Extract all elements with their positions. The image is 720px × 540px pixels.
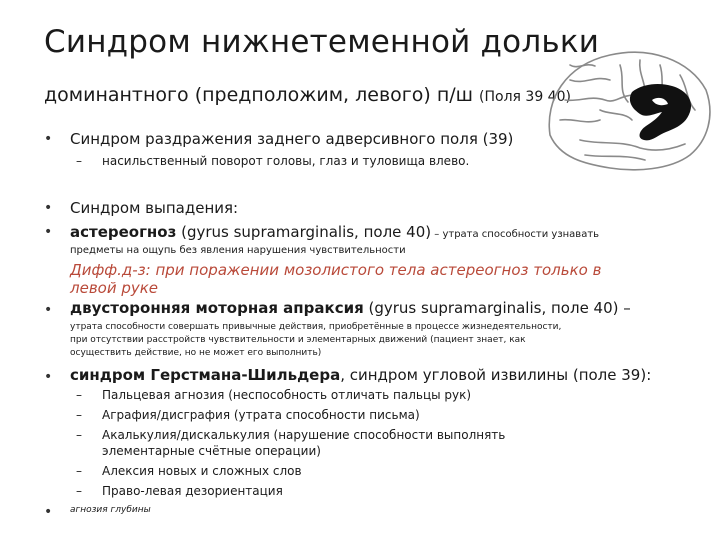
apraxia-detail-1: утрата способности совершать привычные действия, приобретённые в процессе жизнедеятельности,: [70, 322, 562, 332]
gerstmann-item: – Алексия новых и сложных слов: [76, 464, 302, 478]
subtitle-main: доминантного (предположим, левого) п/ш: [44, 84, 474, 106]
gerstmann-item: – Акалькулия/дискалькулия (нарушение способности выполнять: [76, 428, 506, 442]
bullet-marker: •: [44, 131, 53, 147]
apraxia-detail-2: при отсутствии расстройств чувствительности и элементарных движений (пациент знает, как: [70, 335, 526, 345]
bullet-marker: •: [44, 504, 53, 520]
depth-agnosia: агнозия глубины: [70, 505, 151, 515]
page-subtitle: [44, 84, 571, 106]
gerstmann-item-cont: элементарные счётные операции): [102, 444, 321, 458]
brain-illustration: [540, 40, 712, 190]
bullet-marker: •: [44, 200, 53, 216]
loss-syndrome-heading: Синдром выпадения:: [70, 199, 239, 217]
gerstmann-item: – Пальцевая агнозия (неспособность отличать пальцы рук): [76, 388, 472, 402]
astereognosis-line: астереогноз (gyrus supramarginalis, поле 40) – утрата способности узнавать: [70, 223, 600, 241]
irritation-syndrome-detail: – насильственный поворот головы, глаз и туловища влево.: [76, 154, 470, 168]
page-title: Синдром нижнетеменной дольки: [44, 24, 600, 60]
bullet-marker: •: [44, 224, 53, 240]
apraxia-line: двусторонняя моторная апраксия (gyrus supramarginalis, поле 40) –: [70, 299, 631, 317]
subtitle-note: (Поля 39 40): [479, 89, 571, 105]
gerstmann-item: – Аграфия/дисграфия (утрата способности письма): [76, 408, 420, 422]
irritation-syndrome: Синдром раздражения заднего адверсивного поля (39): [70, 130, 514, 148]
bullet-marker: •: [44, 369, 53, 385]
apraxia-detail-3: осуществить действие, но не может его выполнить): [70, 348, 322, 358]
diff-diagnosis-note: Дифф.д-з: при поражении мозолистого тела астереогноз только в: [70, 261, 602, 279]
astereognosis-detail: предметы на ощупь без явления нарушения чувствительности: [70, 245, 406, 256]
gerstmann-item: – Право-левая дезориентация: [76, 484, 283, 498]
gerstmann-line: синдром Герстмана-Шильдера, синдром угловой извилины (поле 39):: [70, 366, 652, 384]
bullet-marker: •: [44, 302, 53, 318]
highlight-lobule: [630, 84, 691, 140]
diff-diagnosis-note-cont: левой руке: [70, 279, 159, 297]
